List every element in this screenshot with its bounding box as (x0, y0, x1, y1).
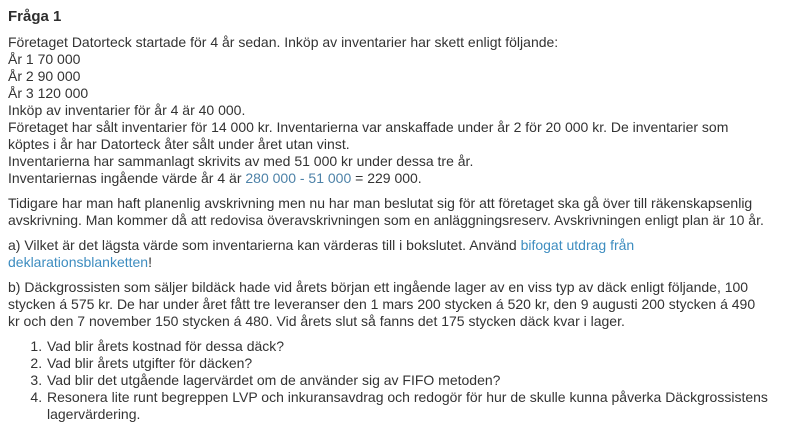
sub-question-item-2: 2. Vad blir årets utgifter för däcken? (46, 355, 768, 372)
sub-question-list (8, 338, 768, 423)
intro-line-year4: Inköp av inventarier för år 4 är 40 000. (8, 102, 246, 118)
sub-question-item-4: 4. Resonera lite runt begreppen LVP och inkuransavdrag och redogör för hur de skulle kunna påverka Däckgrossistens lagervärdering. (46, 389, 768, 423)
intro-line-sold-inventory: Företaget har sålt inventarier för 14 000 kr. Inventarierna var anskaffade under år 2 för 20 000 kr. De inventarier som köptes i år har Datorteck åter sålt under året utan vinst. (8, 119, 729, 152)
opening-value-prefix: Inventariernas ingående värde år 4 är (8, 170, 246, 186)
intro-line-year3: År 3 120 000 (8, 85, 89, 101)
sub-question-item-3: 3. Vad blir det utgående lagervärdet om de använder sig av FIFO metoden? (46, 372, 768, 389)
opening-value-calculation: 280 000 - 51 000 (245, 170, 352, 186)
question-a-paragraph (8, 237, 768, 271)
question-a-suffix: ! (148, 254, 152, 270)
opening-value-line (8, 170, 768, 187)
question-title: Fråga 1 (8, 8, 62, 25)
intro-line-company: Företaget Datorteck startade för 4 år sedan. Inköp av inventarier har skett enligt följande: (8, 34, 559, 50)
intro-line-year1: År 1 70 000 (8, 51, 81, 67)
question-a-text: a) Vilket är det lägsta värde som inventarierna kan värderas till i bokslutet. Använd (8, 237, 521, 253)
intro-line-year2: År 2 90 000 (8, 68, 81, 84)
intro-line-depreciation-total: Inventarierna har sammanlagt skrivits av med 51 000 kr under dessa tre år. (8, 153, 474, 169)
sub-question-item-1: 1. Vad blir årets kostnad för dessa däck? (46, 338, 768, 355)
attachment-link[interactable]: bifogat utdrag från deklarationsblanketten (8, 237, 635, 270)
intro-paragraph (8, 34, 768, 187)
question-b-paragraph: b) Däckgrossisten som säljer bildäck hade vid årets början ett ingående lager av en viss typ av däck enligt följande, 100 stycken á 575 kr. De har under året fått tre leveranser den 1 mars 200 stycken á 520 kr, den 9 augusti 200 stycken á 490 kr och den 7 november 150 stycken á 480. Vid årets slut så fanns det 175 stycken däck kvar i lager. (8, 279, 756, 329)
opening-value-result: = 229 000. (351, 170, 422, 186)
depreciation-paragraph: Tidigare har man haft planenlig avskrivning men nu har man beslutat sig för att företaget ska gå över till räkenskapsenlig avskrivning. Man kommer då att redovisa överavskrivningen som en anläggningsreserv. Avskrivningen enligt plan är 10 år. (8, 195, 764, 228)
